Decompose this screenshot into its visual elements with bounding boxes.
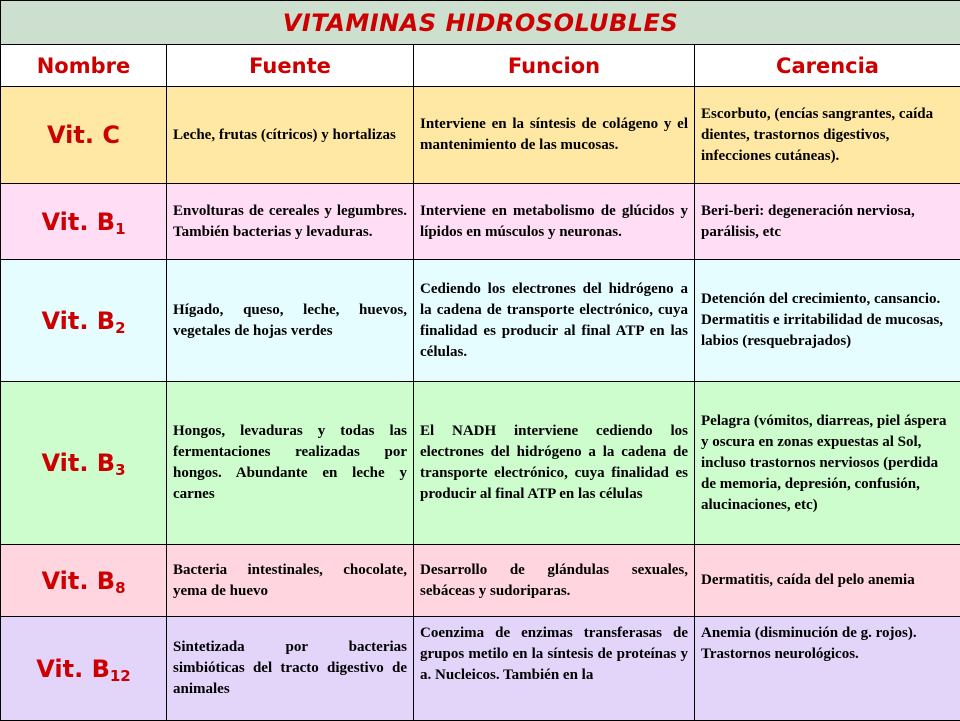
header-carencia: Carencia — [695, 45, 960, 87]
vitamin-name: Vit. $B_{12}$ — [1, 617, 167, 721]
table-row-vit-b3 — [1, 382, 960, 545]
fuente-cell: Sintetizada por bacterias simbióticas del tracto digestivo de animales — [167, 617, 414, 721]
funcion-cell: Desarrollo de glándulas sexuales, sebáceas y sudoriparas. — [414, 545, 695, 617]
vitamin-subscript: 3 — [115, 461, 125, 479]
vitamin-name: Vit. C — [1, 87, 167, 184]
carencia-cell: Anemia (disminución de g. rojos). Trastornos neurológicos. — [695, 617, 960, 721]
funcion-cell: Cediendo los electrones del hidrógeno a la cadena de transporte electrónico, cuya finalidad es producir al final ATP en las células. — [414, 260, 695, 382]
carencia-cell: Detención del crecimiento, cansancio. Dermatitis e irritabilidad de mucosas, labios (resquebrajados) — [695, 260, 960, 382]
vitamin-name: Vit. $B_8$ — [1, 545, 167, 617]
fuente-cell: Envolturas de cereales y legumbres. También bacterias y levaduras. — [167, 184, 414, 260]
fuente-cell: Hongos, levaduras y todas las fermentaciones realizadas por hongos. Abundante en leche y carnes — [167, 382, 414, 545]
funcion-cell: El NADH interviene cediendo los electrones del hidrógeno a la cadena de transporte electrónico, cuya finalidad es producir al final ATP en las células — [414, 382, 695, 545]
vitamin-subscript: 2 — [115, 319, 125, 337]
table-row-vit-b8 — [1, 545, 960, 617]
header-fuente: Fuente — [167, 45, 414, 87]
table-title: VITAMINAS HIDROSOLUBLES — [1, 1, 960, 45]
vitamin-subscript: 8 — [115, 579, 125, 597]
carencia-cell: Beri-beri: degeneración nerviosa, parálisis, etc — [695, 184, 960, 260]
vitamin-name: Vit. $B_3$ — [1, 382, 167, 545]
carencia-cell: Dermatitis, caída del pelo anemia — [695, 545, 960, 617]
carencia-cell: Escorbuto, (encías sangrantes, caída dientes, trastornos digestivos, infecciones cutáneas). — [695, 87, 960, 184]
table-row-vit-b1 — [1, 184, 960, 260]
carencia-cell: Pelagra (vómitos, diarreas, piel áspera y oscura en zonas expuestas al Sol, incluso trastornos nerviosos (perdida de memoria, depresión, confusión, alucinaciones, etc) — [695, 382, 960, 545]
table-row-vit-b12 — [1, 617, 960, 721]
vitamin-subscript: 12 — [110, 667, 131, 685]
funcion-cell: Interviene en la síntesis de colágeno y el mantenimiento de las mucosas. — [414, 87, 695, 184]
fuente-cell: Leche, frutas (cítricos) y hortalizas — [167, 87, 414, 184]
fuente-cell: Hígado, queso, leche, huevos, vegetales de hojas verdes — [167, 260, 414, 382]
funcion-cell: Interviene en metabolismo de glúcidos y lípidos en músculos y neuronas. — [414, 184, 695, 260]
header-funcion: Funcion — [414, 45, 695, 87]
header-nombre: Nombre — [1, 45, 167, 87]
vitamin-name: Vit. $B_2$ — [1, 260, 167, 382]
fuente-cell: Bacteria intestinales, chocolate, yema de huevo — [167, 545, 414, 617]
vitamin-name: Vit. $B_1$ — [1, 184, 167, 260]
table-row-vit-b2 — [1, 260, 960, 382]
vitamin-subscript: 1 — [115, 220, 125, 238]
funcion-cell: Coenzima de enzimas transferasas de grupos metilo en la síntesis de proteínas y a. Nucleicos. También en la — [414, 617, 695, 721]
table-row-vit-c — [1, 87, 960, 184]
